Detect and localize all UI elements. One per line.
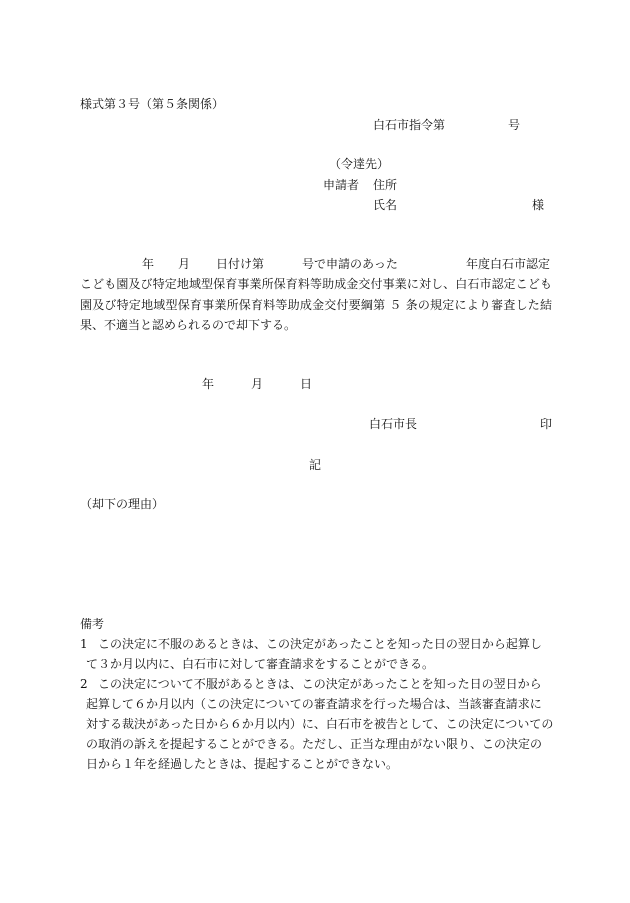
issuer-seal: 印	[540, 417, 553, 431]
name-label: 氏名	[373, 198, 398, 212]
form-label: 様式第３号（第５条関係）	[80, 97, 225, 111]
doc-number-suffix: 号	[508, 118, 521, 132]
note-line: この決定に不服のあるときは、この決定があったことを知った日の翌日から起算し	[98, 637, 542, 651]
note-number: 1	[80, 637, 88, 651]
date-month: 月	[251, 377, 264, 391]
issuer-title: 白石市長	[369, 417, 418, 431]
date-year: 年	[202, 377, 215, 391]
honorific: 様	[532, 198, 545, 212]
applicant-label: 申請者	[323, 178, 360, 192]
doc-number-prefix: 白石市指令第	[373, 118, 446, 132]
body-year: 年	[142, 257, 155, 271]
body-fy-text: 年度白石市認定	[466, 257, 551, 271]
body-month: 月	[178, 257, 191, 271]
note-number: 2	[80, 677, 88, 691]
notes-heading: 備考	[80, 617, 105, 631]
note-line: の取消の訴えを提起することができる。ただし、正当な理由がない限り、この決定の	[86, 737, 543, 751]
body-line: 果、不適当と認められるので却下する。	[80, 318, 297, 332]
ki-heading: 記	[309, 458, 322, 472]
addressee-heading: （令達先）	[329, 157, 390, 171]
reason-heading: （却下の理由）	[80, 497, 165, 511]
note-line: 起算して６か月以内（この決定についての審査請求を行った場合は、当該審査請求に	[86, 697, 542, 711]
note-line: この決定について不服があるときは、この決定があったことを知った日の翌日から	[98, 677, 542, 691]
note-line: 日から１年を経過したときは、提起することができない。	[86, 757, 399, 771]
date-day: 日	[300, 377, 313, 391]
note-line: 対する裁決があった日から６か月以内）に、白石市を被告として、この決定についての	[86, 717, 554, 731]
body-line: 園及び特定地域型保育事業所保育料等助成金交付要綱第 ５ 条の規定により審査した結	[80, 298, 552, 312]
body-day-text: 日付け第	[216, 257, 265, 271]
address-label: 住所	[373, 178, 398, 192]
note-line: て３か月以内に、白石市に対して審査請求をすることができる。	[86, 657, 435, 671]
body-num-text: 号で申請のあった	[302, 257, 398, 271]
body-line: こども園及び特定地域型保育事業所保育料等助成金交付事業に対し、白石市認定こども	[80, 277, 552, 291]
